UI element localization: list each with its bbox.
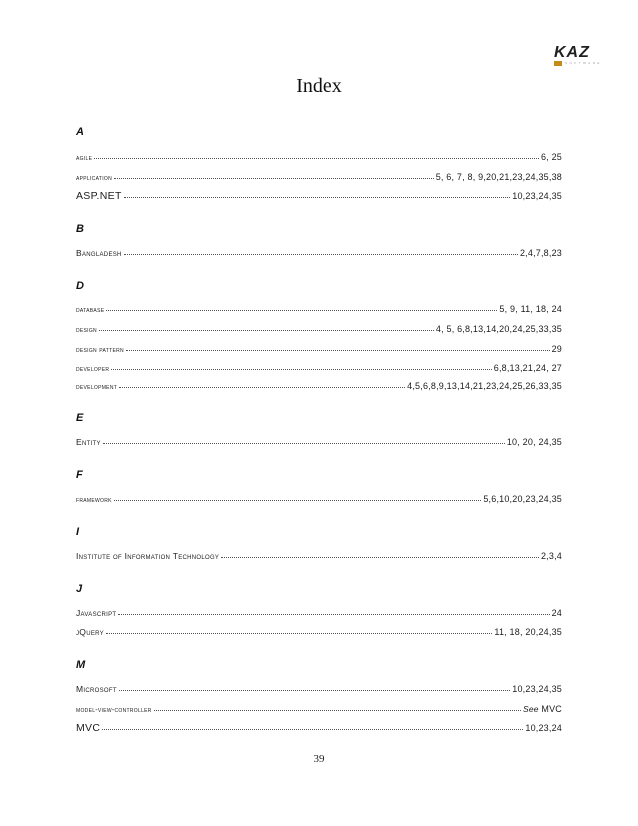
entry-pages: 10,23,24,35 [512,191,562,201]
logo-text: KAZ [554,44,590,61]
index-entry-design [76,324,562,334]
index-entry-microsoft [76,684,562,694]
entry-pages: 11, 18, 20,24,35 [494,627,562,637]
entry-pages: 2,3,4 [540,551,562,561]
index-entry-framework [76,494,562,504]
section-letter-j: J [76,583,83,595]
index-entry-entity [76,437,562,447]
page-number: 39 [313,753,325,765]
entry-term: jQuery [76,627,104,637]
entry-pages: 10,23,24 [525,723,562,733]
index-entry-aspnet [76,190,562,202]
dot-leader [94,158,539,159]
section-letter-m: M [76,659,86,671]
entry-term: Microsoft [76,684,117,694]
entry-term: design pattern [76,347,124,354]
entry-term: application [76,175,112,182]
section-letter-b: B [76,223,84,235]
index-entry-application [76,172,562,182]
entry-term: model-view-controller [76,707,152,714]
dot-leader [118,614,549,615]
dot-leader [154,710,521,711]
index-entry-development [76,381,562,391]
entry-term: Bangladesh [76,248,122,258]
index-entry-mvc [76,722,562,734]
entry-pages: 6,8,13,21,24, 27 [493,363,562,373]
kaz-logo [554,45,620,67]
entry-pages: 10, 20, 24,35 [506,437,562,447]
dot-leader [99,330,434,331]
index-entry-developer [76,363,562,373]
entry-pages [523,704,562,714]
section-letter-a: A [76,126,84,138]
entry-term: development [76,384,118,391]
entry-pages: 5,6,10,20,23,24,35 [483,494,562,504]
dot-leader [111,369,491,370]
dot-leader [119,690,510,691]
index-entry-design-pattern [76,344,562,354]
page-title: Index [296,75,342,97]
logo-subtext: SOFTWARE [565,61,602,65]
index-entry-database [76,304,562,314]
entry-pages: 5, 6, 7, 8, 9,20,21,23,24,35,38 [435,172,562,182]
see-target: MVC [541,704,562,714]
entry-pages: 6, 25 [540,152,562,162]
dot-leader [126,350,550,351]
dot-leader [102,729,523,730]
dot-leader [124,254,518,255]
logo-accent-bar [554,61,562,66]
entry-term: ASP.NET [76,190,122,202]
dot-leader [114,500,482,501]
index-entry-mvc-long [76,704,562,714]
entry-pages: 29 [551,344,562,354]
entry-term: MVC [76,722,101,734]
section-letter-i: I [76,526,80,538]
entry-pages: 10,23,24,35 [512,684,562,694]
dot-leader [114,178,434,179]
section-letter-e: E [76,412,84,424]
see-reference: See [522,704,539,714]
entry-term: developer [76,366,110,373]
entry-term: Entity [76,437,101,447]
dot-leader [221,557,539,558]
index-entry-jquery [76,627,562,637]
index-entry-javascript [76,608,562,618]
entry-pages: 24 [551,608,562,618]
index-entry-iit [76,551,562,561]
entry-term: design [76,327,97,334]
dot-leader [103,443,505,444]
section-letter-d: D [76,280,84,292]
entry-term: agile [76,155,93,162]
entry-term: Javascript [76,608,117,618]
dot-leader [106,633,492,634]
entry-term: Institute of Information Technology [76,551,220,561]
entry-pages: 2,4,7,8,23 [519,248,562,258]
entry-term: database [76,307,105,314]
entry-pages: 4,5,6,8,9,13,14,21,23,24,25,26,33,35 [407,381,562,391]
dot-leader [119,387,405,388]
entry-pages: 5, 9, 11, 18, 24 [499,304,562,314]
section-letter-f: F [76,469,83,481]
entry-term: framework [76,497,112,504]
index-entry-bangladesh [76,248,562,258]
index-entry-agile [76,152,562,162]
dot-leader [106,310,497,311]
dot-leader [124,197,511,198]
entry-pages: 4, 5, 6,8,13,14,20,24,25,33,35 [435,324,562,334]
